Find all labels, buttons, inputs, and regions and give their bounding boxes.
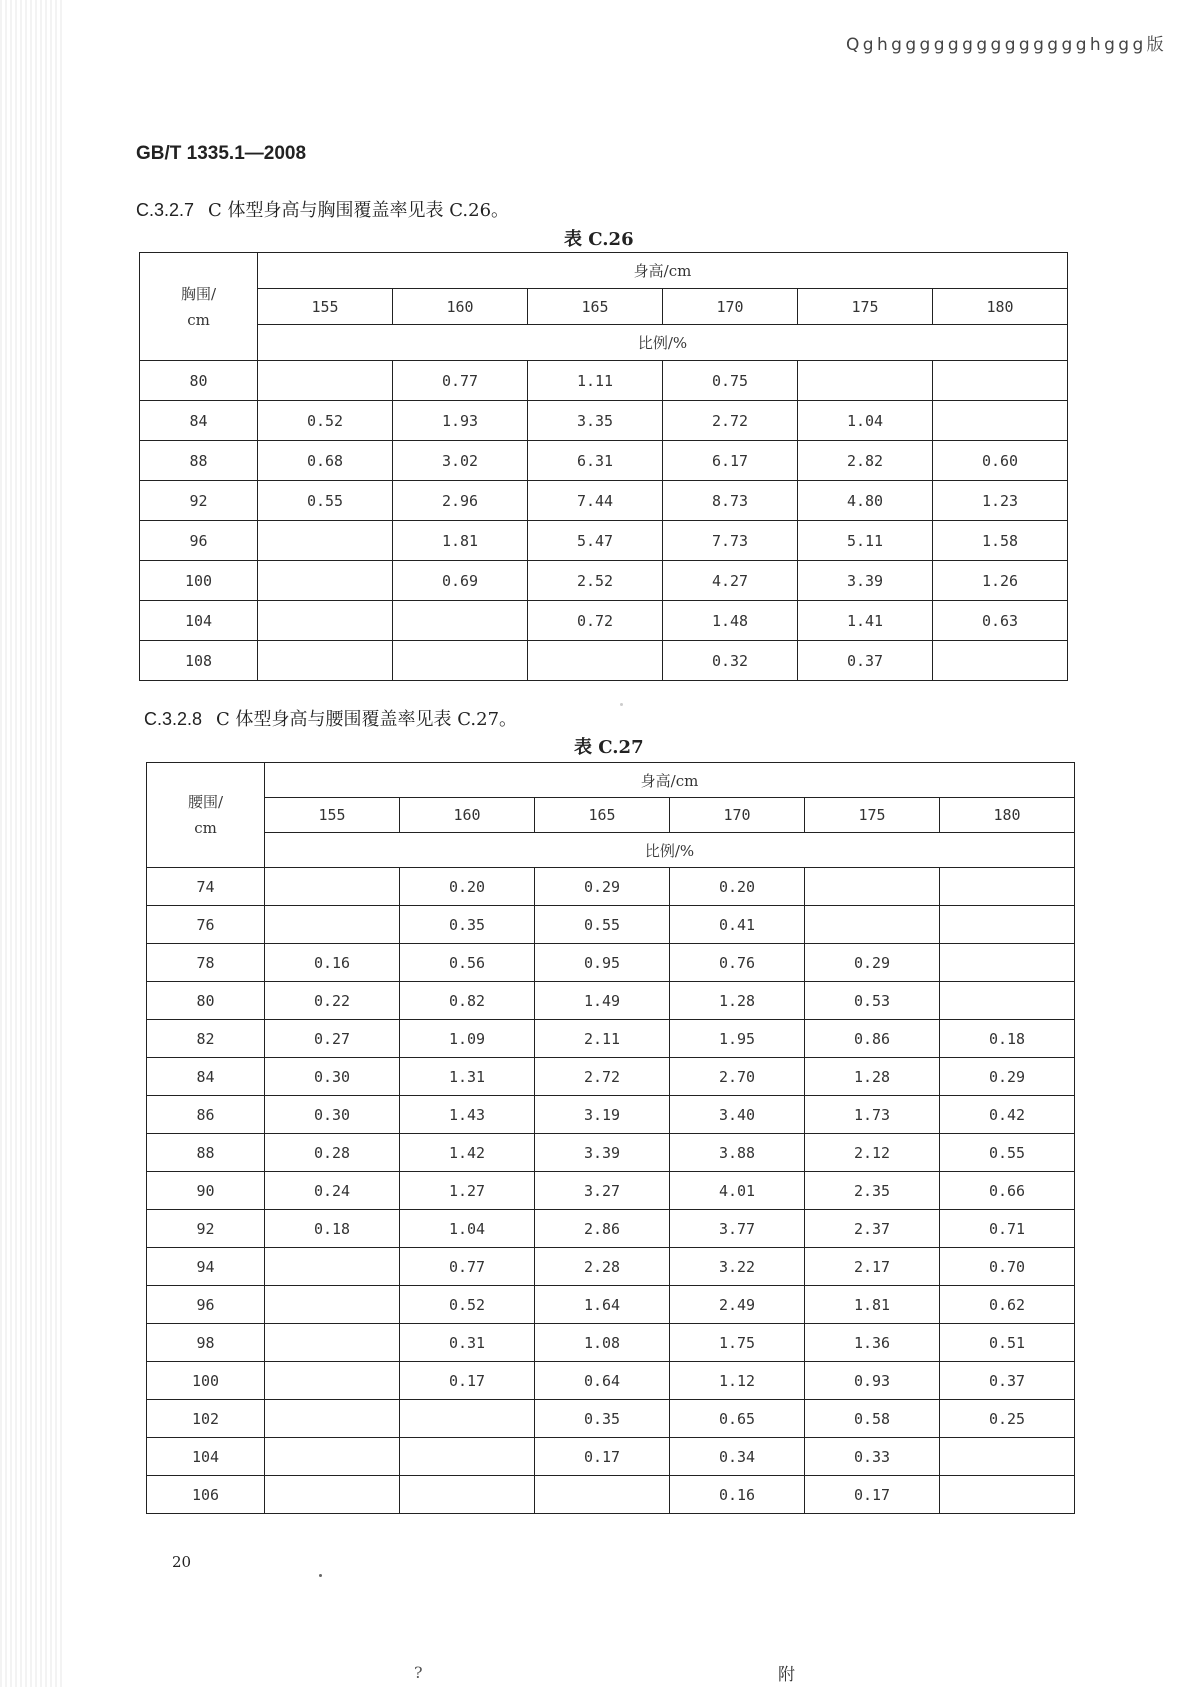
data-cell: 1.64 (535, 1286, 670, 1324)
data-cell: 1.09 (400, 1020, 535, 1058)
data-cell (393, 641, 528, 681)
data-cell: 0.31 (400, 1324, 535, 1362)
table-caption-c26: 表 C.26 (564, 229, 634, 250)
table-c26 (139, 252, 1068, 681)
data-cell: 0.37 (940, 1362, 1075, 1400)
data-cell: 0.17 (805, 1476, 940, 1514)
row-label: 108 (140, 641, 258, 681)
height-column-header: 170 (670, 798, 805, 833)
height-column-header: 155 (265, 798, 400, 833)
height-column-header: 165 (535, 798, 670, 833)
data-cell: 1.27 (400, 1172, 535, 1210)
row-label: 96 (140, 521, 258, 561)
data-cell: 1.31 (400, 1058, 535, 1096)
height-column-header: 165 (528, 289, 663, 325)
data-cell (940, 868, 1075, 906)
data-cell: 1.49 (535, 982, 670, 1020)
table-row (147, 1020, 1075, 1058)
data-cell: 0.82 (400, 982, 535, 1020)
data-cell: 2.37 (805, 1210, 940, 1248)
data-cell: 4.01 (670, 1172, 805, 1210)
data-cell: 0.93 (805, 1362, 940, 1400)
table-c27 (146, 762, 1075, 1514)
data-cell: 0.27 (265, 1020, 400, 1058)
stub-header: 腰围/ cm (147, 763, 265, 868)
data-cell: 0.53 (805, 982, 940, 1020)
section-number: C.3.2.7 (136, 200, 195, 220)
data-cell (933, 361, 1068, 401)
data-cell: 0.42 (940, 1096, 1075, 1134)
data-cell: 0.16 (265, 944, 400, 982)
data-cell: 2.86 (535, 1210, 670, 1248)
data-cell: 2.96 (393, 481, 528, 521)
data-cell: 1.04 (400, 1210, 535, 1248)
header-scan-artifact: Q g h g g g g g g g g g g g g g g h g g g 版 (846, 35, 1163, 55)
data-cell (400, 1438, 535, 1476)
data-cell: 0.52 (258, 401, 393, 441)
table-row (140, 601, 1068, 641)
data-cell: 3.19 (535, 1096, 670, 1134)
data-cell (805, 868, 940, 906)
section-heading-c328 (144, 705, 517, 731)
data-cell (535, 1476, 670, 1514)
data-cell (258, 641, 393, 681)
row-label: 100 (147, 1362, 265, 1400)
table-row (147, 944, 1075, 982)
data-cell: 3.77 (670, 1210, 805, 1248)
data-cell: 0.18 (940, 1020, 1075, 1058)
data-cell: 1.28 (805, 1058, 940, 1096)
data-cell: 2.72 (663, 401, 798, 441)
table-row (147, 1362, 1075, 1400)
data-cell: 1.04 (798, 401, 933, 441)
data-cell: 0.35 (400, 906, 535, 944)
data-cell: 0.35 (535, 1400, 670, 1438)
data-cell: 0.68 (258, 441, 393, 481)
data-cell: 2.49 (670, 1286, 805, 1324)
table-row (140, 361, 1068, 401)
row-label: 100 (140, 561, 258, 601)
data-cell: 0.20 (670, 868, 805, 906)
footer-mark-left: ? (414, 1663, 423, 1682)
table-row (147, 1210, 1075, 1248)
data-cell: 0.72 (528, 601, 663, 641)
data-cell: 0.52 (400, 1286, 535, 1324)
data-cell: 0.63 (933, 601, 1068, 641)
data-cell (400, 1476, 535, 1514)
table-row (147, 1248, 1075, 1286)
data-cell: 0.77 (393, 361, 528, 401)
row-label: 98 (147, 1324, 265, 1362)
data-cell: 2.35 (805, 1172, 940, 1210)
section-heading-c327 (136, 196, 509, 222)
data-cell (940, 1438, 1075, 1476)
data-cell: 0.55 (940, 1134, 1075, 1172)
document-code: GB/T 1335.1—2008 (136, 143, 307, 164)
height-group-header: 身高/cm (258, 253, 1068, 289)
data-cell: 7.44 (528, 481, 663, 521)
data-cell: 0.75 (663, 361, 798, 401)
data-cell: 1.41 (798, 601, 933, 641)
data-cell: 1.26 (933, 561, 1068, 601)
table-row (140, 481, 1068, 521)
data-cell: 3.40 (670, 1096, 805, 1134)
row-label: 92 (140, 481, 258, 521)
data-cell: 4.80 (798, 481, 933, 521)
section-text: C 体型身高与胸围覆盖率见表 C.26。 (208, 200, 510, 221)
data-cell: 0.70 (940, 1248, 1075, 1286)
table-row (140, 441, 1068, 481)
height-column-header: 180 (933, 289, 1068, 325)
height-column-header: 155 (258, 289, 393, 325)
data-cell: 0.55 (258, 481, 393, 521)
row-label: 78 (147, 944, 265, 982)
data-cell: 3.02 (393, 441, 528, 481)
data-cell (258, 561, 393, 601)
table-row (147, 1438, 1075, 1476)
data-cell: 6.17 (663, 441, 798, 481)
data-cell: 0.24 (265, 1172, 400, 1210)
scan-speck (319, 1574, 322, 1577)
data-cell: 1.95 (670, 1020, 805, 1058)
table-row (147, 1324, 1075, 1362)
data-cell (265, 906, 400, 944)
data-cell: 4.27 (663, 561, 798, 601)
data-cell: 0.77 (400, 1248, 535, 1286)
table-row (147, 1096, 1075, 1134)
data-cell (265, 1438, 400, 1476)
data-cell (933, 401, 1068, 441)
data-cell: 1.08 (535, 1324, 670, 1362)
data-cell (798, 361, 933, 401)
data-cell: 6.31 (528, 441, 663, 481)
data-cell: 0.62 (940, 1286, 1075, 1324)
table-row (147, 1476, 1075, 1514)
row-label: 88 (140, 441, 258, 481)
data-cell (258, 601, 393, 641)
data-cell: 0.17 (400, 1362, 535, 1400)
data-cell: 0.66 (940, 1172, 1075, 1210)
data-cell: 0.56 (400, 944, 535, 982)
table-row (147, 1172, 1075, 1210)
data-cell (265, 1324, 400, 1362)
data-cell: 5.47 (528, 521, 663, 561)
section-text: C 体型身高与腰围覆盖率见表 C.27。 (216, 709, 518, 730)
row-label: 90 (147, 1172, 265, 1210)
data-cell: 2.52 (528, 561, 663, 601)
data-cell: 5.11 (798, 521, 933, 561)
table-row (140, 641, 1068, 681)
row-label: 92 (147, 1210, 265, 1248)
data-cell: 1.43 (400, 1096, 535, 1134)
row-label: 80 (147, 982, 265, 1020)
data-cell: 3.35 (528, 401, 663, 441)
data-cell: 3.22 (670, 1248, 805, 1286)
height-column-header: 175 (798, 289, 933, 325)
data-cell: 0.20 (400, 868, 535, 906)
data-cell: 0.18 (265, 1210, 400, 1248)
data-cell: 2.82 (798, 441, 933, 481)
data-cell: 1.23 (933, 481, 1068, 521)
data-cell: 1.28 (670, 982, 805, 1020)
data-cell: 0.29 (940, 1058, 1075, 1096)
stub-header: 胸围/ cm (140, 253, 258, 361)
data-cell (258, 361, 393, 401)
data-cell: 0.64 (535, 1362, 670, 1400)
data-cell: 7.73 (663, 521, 798, 561)
row-label: 74 (147, 868, 265, 906)
page-number: 20 (172, 1553, 192, 1571)
row-label: 106 (147, 1476, 265, 1514)
data-cell: 0.95 (535, 944, 670, 982)
row-label: 82 (147, 1020, 265, 1058)
data-cell: 0.69 (393, 561, 528, 601)
data-cell (933, 641, 1068, 681)
ratio-group-header: 比例/% (265, 833, 1075, 868)
data-cell: 0.32 (663, 641, 798, 681)
data-cell: 0.22 (265, 982, 400, 1020)
section-number: C.3.2.8 (144, 709, 203, 729)
data-cell: 0.55 (535, 906, 670, 944)
data-cell: 2.28 (535, 1248, 670, 1286)
data-cell: 3.39 (798, 561, 933, 601)
data-cell (528, 641, 663, 681)
table-row (147, 1286, 1075, 1324)
table-row (140, 401, 1068, 441)
height-column-header: 160 (393, 289, 528, 325)
data-cell: 0.37 (798, 641, 933, 681)
row-label: 86 (147, 1096, 265, 1134)
scan-speck (620, 703, 623, 706)
height-group-header: 身高/cm (265, 763, 1075, 798)
row-label: 104 (140, 601, 258, 641)
row-label: 102 (147, 1400, 265, 1438)
data-cell: 0.60 (933, 441, 1068, 481)
data-cell: 1.58 (933, 521, 1068, 561)
row-label: 104 (147, 1438, 265, 1476)
row-label: 84 (140, 401, 258, 441)
data-cell: 1.73 (805, 1096, 940, 1134)
data-cell: 0.17 (535, 1438, 670, 1476)
data-cell: 2.17 (805, 1248, 940, 1286)
data-cell: 0.51 (940, 1324, 1075, 1362)
height-column-header: 175 (805, 798, 940, 833)
data-cell (258, 521, 393, 561)
table-row (147, 1058, 1075, 1096)
data-cell: 1.11 (528, 361, 663, 401)
data-cell (940, 944, 1075, 982)
data-cell (393, 601, 528, 641)
data-cell: 3.88 (670, 1134, 805, 1172)
row-label: 96 (147, 1286, 265, 1324)
table-row (140, 561, 1068, 601)
data-cell: 1.81 (393, 521, 528, 561)
ratio-group-header: 比例/% (258, 325, 1068, 361)
table-caption-c27: 表 C.27 (574, 737, 644, 758)
row-label: 80 (140, 361, 258, 401)
data-cell: 0.34 (670, 1438, 805, 1476)
row-label: 94 (147, 1248, 265, 1286)
data-cell: 8.73 (663, 481, 798, 521)
data-cell: 1.12 (670, 1362, 805, 1400)
data-cell: 1.75 (670, 1324, 805, 1362)
footer-mark-right: 附 (778, 1665, 795, 1685)
data-cell: 0.29 (805, 944, 940, 982)
height-column-header: 180 (940, 798, 1075, 833)
data-cell: 0.76 (670, 944, 805, 982)
data-cell: 0.65 (670, 1400, 805, 1438)
data-cell (265, 1400, 400, 1438)
data-cell: 0.29 (535, 868, 670, 906)
data-cell (940, 906, 1075, 944)
data-cell: 0.41 (670, 906, 805, 944)
data-cell: 0.71 (940, 1210, 1075, 1248)
data-cell (400, 1400, 535, 1438)
data-cell: 0.25 (940, 1400, 1075, 1438)
table-row (147, 1134, 1075, 1172)
row-label: 88 (147, 1134, 265, 1172)
data-cell (940, 982, 1075, 1020)
data-cell: 0.33 (805, 1438, 940, 1476)
row-label: 84 (147, 1058, 265, 1096)
scan-edge-shading (0, 0, 62, 1687)
table-row (140, 521, 1068, 561)
data-cell: 0.58 (805, 1400, 940, 1438)
data-cell (265, 1476, 400, 1514)
height-column-header: 160 (400, 798, 535, 833)
data-cell: 0.86 (805, 1020, 940, 1058)
data-cell (265, 1286, 400, 1324)
data-cell (265, 1362, 400, 1400)
data-cell: 2.72 (535, 1058, 670, 1096)
table-row (147, 868, 1075, 906)
data-cell: 2.70 (670, 1058, 805, 1096)
table-row (147, 1400, 1075, 1438)
data-cell (805, 906, 940, 944)
data-cell (265, 1248, 400, 1286)
data-cell: 1.81 (805, 1286, 940, 1324)
data-cell: 0.16 (670, 1476, 805, 1514)
data-cell: 1.42 (400, 1134, 535, 1172)
data-cell: 2.12 (805, 1134, 940, 1172)
table-row (147, 906, 1075, 944)
data-cell (940, 1476, 1075, 1514)
data-cell: 1.93 (393, 401, 528, 441)
data-cell (265, 868, 400, 906)
data-cell: 3.27 (535, 1172, 670, 1210)
data-cell: 2.11 (535, 1020, 670, 1058)
data-cell: 0.30 (265, 1058, 400, 1096)
data-cell: 1.36 (805, 1324, 940, 1362)
data-cell: 1.48 (663, 601, 798, 641)
data-cell: 0.30 (265, 1096, 400, 1134)
table-row (147, 982, 1075, 1020)
height-column-header: 170 (663, 289, 798, 325)
data-cell: 3.39 (535, 1134, 670, 1172)
data-cell: 0.28 (265, 1134, 400, 1172)
row-label: 76 (147, 906, 265, 944)
